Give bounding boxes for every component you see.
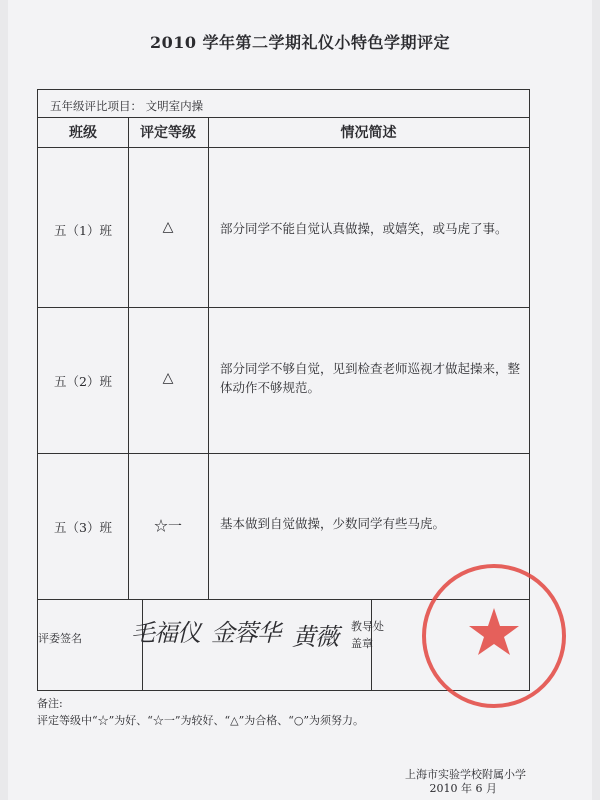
notes-section <box>37 695 364 729</box>
school-seal-stamp <box>420 562 568 710</box>
footer-school: 上海市实验学校附属小学 <box>405 768 526 781</box>
judge-signature: 毛福仪 <box>131 619 200 647</box>
project-label: 五年级评比项目： 文明室内操 <box>50 99 204 113</box>
document-page <box>8 0 592 800</box>
table-row-description: 基本做到自觉做操，少数同学有些马虎。 <box>220 516 446 531</box>
table-row-description: 部分同学不能自觉认真做操，或嬉笑，或马虎了事。 <box>220 221 508 236</box>
notes-text: 评定等级中“☆”为好、“☆一”为较好、“△”为合格、“○”为须努力。 <box>37 714 365 727</box>
office-seal-label: 教导处盖章 <box>351 620 384 650</box>
header-description: 情况简述 <box>340 125 397 141</box>
header-grade: 评定等级 <box>140 125 196 141</box>
notes-title: 备注: <box>37 697 63 710</box>
table-row-class: 五（1）班 <box>54 223 112 238</box>
table-row-grade: △ <box>162 219 174 235</box>
header-row <box>38 117 529 148</box>
row-divider <box>38 453 529 454</box>
judge-signature: 金蓉华 <box>211 619 280 647</box>
row-divider <box>38 307 529 308</box>
table-row-class: 五（2）班 <box>54 374 112 389</box>
column-divider <box>208 117 209 599</box>
table-row-description: 部分同学不够自觉，见到检查老师巡视才做起操来，整体动作不够规范。 <box>220 361 521 395</box>
table-row-grade: ☆一 <box>154 519 182 535</box>
table-row-grade: △ <box>162 370 174 386</box>
signature-label: 评委签名 <box>38 632 82 645</box>
footer-date: 2010 年 6 月 <box>429 782 497 795</box>
judge-signature: 黄薇 <box>292 623 338 651</box>
project-row <box>38 90 529 118</box>
document-title: 2010 学年第二学期礼仪小特色学期评定 <box>149 33 451 52</box>
table-row-class: 五（3）班 <box>54 520 112 535</box>
header-class: 班级 <box>69 125 97 141</box>
